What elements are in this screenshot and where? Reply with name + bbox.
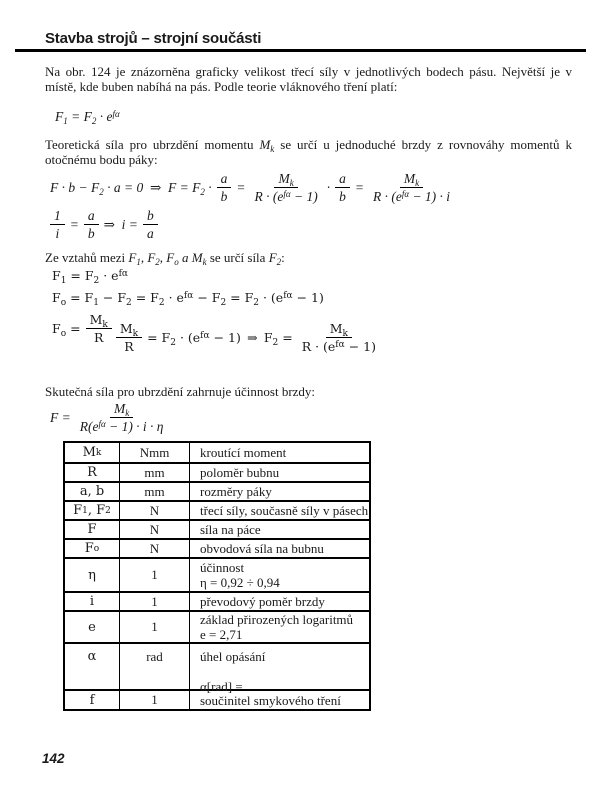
description-cell: převodový poměr brzdy <box>200 594 325 609</box>
formula-lever-moment-balance <box>50 171 454 204</box>
unit-cell: mm <box>120 464 190 481</box>
description-cell: účinnost η = 0,92 ÷ 0,94 <box>200 560 280 590</box>
unit-cell: rad <box>120 644 190 689</box>
dot-operator: · <box>326 179 331 195</box>
table-row <box>65 591 369 610</box>
symbol-cell: F <box>65 521 120 538</box>
symbol-cell: f <box>65 691 120 709</box>
formula-line: $F_o = F_1 - F_2 = F_2 \cdot e^{f\alpha} - F_2 = F_2 \cdot (e^{f\alpha} - 1)$ <box>52 290 324 308</box>
fraction: $\frac{a}{b}$ <box>84 208 99 241</box>
fraction: $\frac{M_k}{R \cdot (e^{f\alpha} - 1)}$ <box>301 321 376 354</box>
table-row <box>65 500 369 519</box>
fraction: $\frac{M_k}{R}$ <box>116 321 142 354</box>
unit-cell: 1 <box>120 559 190 591</box>
paragraph-relations: Ze vztahů mezi $F_1$, $F_2$, $F_o$ a $M_k$ se určí síla $F_2$: <box>45 250 285 267</box>
formula-actual-force <box>50 401 168 434</box>
paragraph-intro: Na obr. 124 je znázorněna graficky velikost třecí síly v jednotlivých bodech pásu. Největší je v místě, kde buben nabíhá na pás. Podle teorie vláknového tření platí: <box>45 64 572 94</box>
formula-row <box>50 171 454 204</box>
table-row <box>65 610 369 642</box>
description-cell: poloměr bubnu <box>200 465 280 480</box>
description-cell: úhel opásání α[rad] = <box>200 649 266 694</box>
formula-text: = $F_2 \cdot (e^{f\alpha} - 1)$ ⇒ $F_2$ = <box>147 330 293 348</box>
unit-cell: N <box>120 521 190 538</box>
header-rule <box>15 49 586 52</box>
symbol-cell: M k <box>65 443 120 462</box>
fraction: $\frac{1}{i}$ <box>50 208 65 241</box>
unit-cell: N <box>120 540 190 557</box>
unit-cell: 1 <box>120 691 190 709</box>
fraction: $\frac{M_k}{R \cdot (e^{f\alpha} - 1)}$ <box>254 171 318 204</box>
symbol-cell: F 1 , F 2 <box>65 502 120 519</box>
table-row <box>65 443 369 462</box>
unit-cell: Nmm <box>120 443 190 462</box>
symbol-cell: R <box>65 464 120 481</box>
paragraph-theoretical-force: Teoretická síla pro ubrzdění momentu $M_k$ se určí u jednoduché brzdy z rovnováhy momentů k otočnému bodu páky: <box>45 137 572 167</box>
implies-text: ⇒ i = <box>103 216 138 232</box>
fraction: $\frac{M_k}{R}$ <box>86 312 112 345</box>
page-number: 142 <box>42 751 65 766</box>
symbols-table <box>63 441 371 711</box>
equals-sign: = <box>354 179 364 195</box>
description-cell: síla na páce <box>200 522 261 537</box>
page-title: Stavba strojů – strojní součásti <box>45 30 262 47</box>
table-row <box>65 538 369 557</box>
fraction: $\frac{a}{b}$ <box>335 171 350 204</box>
symbol-cell: i <box>65 593 120 610</box>
table-row <box>65 462 369 481</box>
table-row <box>65 689 369 709</box>
symbol-cell: η <box>65 559 120 591</box>
symbol-cell: e <box>65 612 120 642</box>
table-row <box>65 557 369 591</box>
fraction: $\frac{a}{b}$ <box>217 171 232 204</box>
fraction: $\frac{b}{a}$ <box>143 208 158 241</box>
fraction: $\frac{M_k}{R(e^{f\alpha} - 1) \cdot i \cdot \eta}$ <box>79 401 164 434</box>
formula-line <box>52 312 112 345</box>
unit-cell: N <box>120 502 190 519</box>
equals-sign: = <box>69 216 79 232</box>
description-cell: součinitel smykového tření <box>200 692 341 708</box>
table-row <box>65 481 369 500</box>
formula-text: $F_o$ = <box>52 321 81 339</box>
description-cell: základ přirozených logaritmů e = 2,71 <box>200 612 354 642</box>
symbol-cell: α <box>65 644 120 689</box>
formula-friction-belt: $F_1 = F_2 \cdot e^{f\alpha}$ <box>55 109 120 126</box>
formula-line <box>116 321 380 354</box>
formula-block-f2-derivation <box>52 268 380 354</box>
paragraph-actual-force: Skutečná síla pro ubrzdění zahrnuje účinnost brzdy: <box>45 384 316 399</box>
description-cell: třecí síly, současně síly v pásech <box>200 503 369 518</box>
table-row <box>65 519 369 538</box>
formula-row <box>50 401 168 434</box>
unit-cell: mm <box>120 483 190 500</box>
formula-row <box>50 208 158 241</box>
symbol-cell: F o <box>65 540 120 557</box>
table-row <box>65 642 369 694</box>
formula-ratio-i <box>50 208 158 241</box>
symbol-cell: a, b <box>65 483 120 500</box>
unit-cell: 1 <box>120 593 190 610</box>
description-cell: kroutící moment <box>200 445 287 460</box>
formula-text: F = <box>50 409 71 425</box>
formula-text: $F \cdot b - F_2 \cdot a = 0$ ⇒ $F = F_2$ · <box>50 179 212 197</box>
equals-sign: = <box>236 179 246 195</box>
formula-line: $F_1 = F_2 \cdot e^{f\alpha}$ <box>52 268 128 286</box>
description-cell: obvodová síla na bubnu <box>200 541 324 556</box>
fraction: $\frac{M_k}{R \cdot (e^{f\alpha} - 1) \cdot i}$ <box>372 171 451 204</box>
unit-cell: 1 <box>120 612 190 642</box>
description-cell: rozměry páky <box>200 484 272 499</box>
